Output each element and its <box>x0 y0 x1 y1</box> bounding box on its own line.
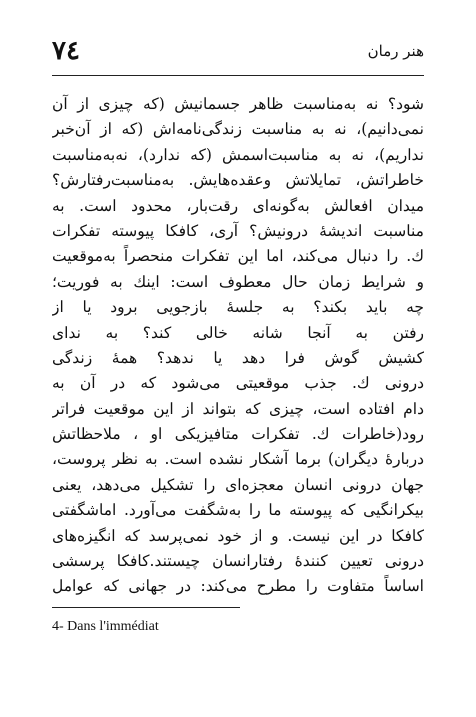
text-line: میدان افعالش به‌گونه‌ای رقت‌بار، محدود است. به <box>52 196 424 215</box>
footnote: 4- Dans l'immédiat <box>52 619 159 634</box>
book-title: هنر رمان <box>367 42 424 60</box>
running-head <box>52 34 424 68</box>
text-line: درونی تعیین کنندهٔ رفتارانسان چیستند.کافکا پرسشی <box>52 552 424 571</box>
text-line: مناسبت اندیشهٔ درونیش؟ آری، کافکا پیوسته تفکرات <box>52 221 424 240</box>
text-line: رفتن به آنجا شانه خالی کند؟ به ندای <box>52 323 424 342</box>
text-line: کافکا در این نیست. و از خود نمی‌پرسد که انگیزه‌های <box>52 526 424 545</box>
text-line: نمی‌دانیم)، نه به مناسبت زندگی‌نامه‌اش (که از آن‌خبر <box>52 120 424 139</box>
text-line: کشیش گوش فرا دهد یا ندهد؟ همهٔ زندگی <box>52 348 424 367</box>
text-line: ك. را دنبال می‌کند، اما این تفکرات منحصراً به‌موقعیت <box>52 247 424 266</box>
body-text <box>52 92 424 600</box>
text-line: اساساً متفاوت را مطرح می‌کند: در جهانی که عوامل <box>52 577 424 596</box>
text-line: دام افتاده است، چیزی که بتواند از این موقعیت فراتر <box>52 399 424 418</box>
header-rule <box>52 75 424 76</box>
text-line: بیکرانگیی که پیوسته ما را به‌شگفت می‌آورد. اماشگفتی <box>52 501 424 520</box>
text-line: درونی ك. جذب موقعیتی می‌شود که در آن به <box>52 374 424 393</box>
text-line: شود؟ نه به‌مناسبت ظاهر جسمانیش (که چیزی از آن <box>52 95 424 113</box>
text-line: چه باید بکند؟ به جلسهٔ بازجویی برود یا از <box>52 298 424 317</box>
page-number: ۷٤ <box>52 36 80 66</box>
text-line: دربارهٔ دیگران) برما آشکار نشده است. به نظر پروست، <box>52 450 424 469</box>
text-line: خاطراتش، تمایلاتش وعقده‌هایش. به‌مناسبت‌رفتارش؟ <box>52 171 424 190</box>
text-line: و شرایط زمان حال معطوف است: اینك به فوریت؛ <box>52 272 424 291</box>
text-line: نداریم)، نه به مناسبت‌اسمش (که ندارد)، نه‌به‌مناسبت <box>52 145 424 164</box>
footnote-rule <box>52 607 240 608</box>
text-line: جهان درونی انسان معجزه‌ای را تشکیل می‌دهد، یعنی <box>52 475 424 494</box>
text-line: رود(خاطرات ك. تفکرات متافیزیکی او ، ملاحظاتش <box>52 425 424 444</box>
